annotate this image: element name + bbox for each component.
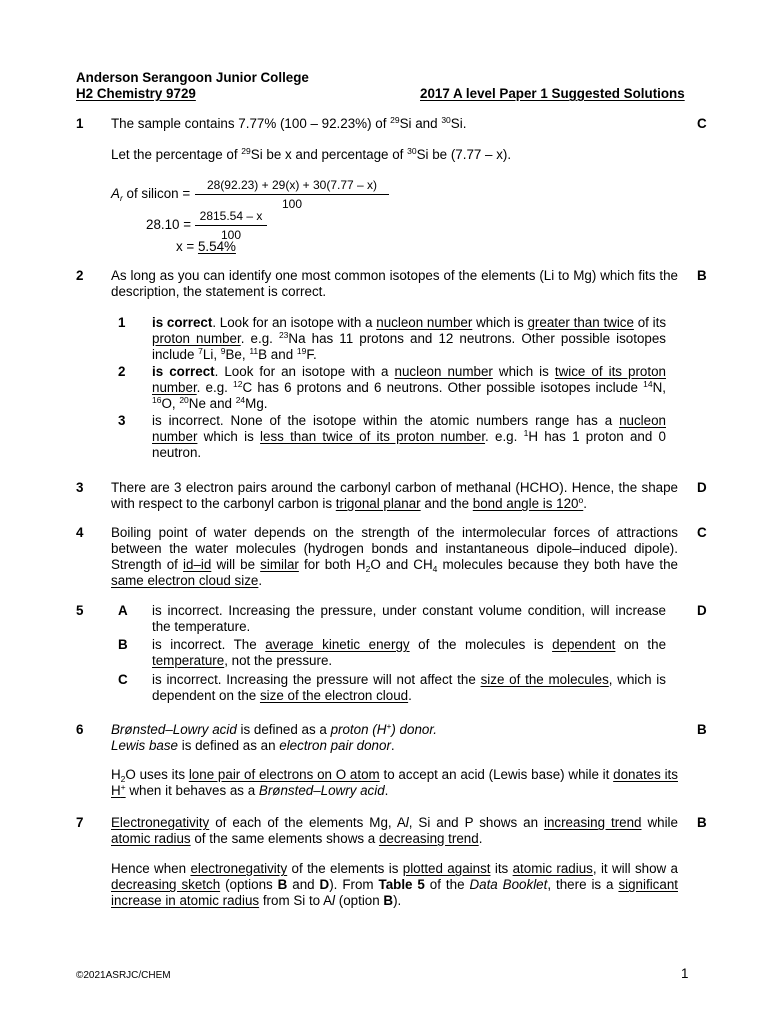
q7-paragraph-2: Hence when electronegativity of the elements is plotted against its atomic radius, it will show a decreasing sketch (options B and D). From Table 5 of the Data Booklet, there is a significant increase in atomic radius from Si to Al (option B). <box>111 861 678 908</box>
q4-text: Boiling point of water depends on the strength of the intermolecular forces of attractions between the water molecules (hydrogen bonds and instantaneous dipole–induced dipole). Strength of id–id will be similar for both $H_2O$ and $CH_4$ molecules because they both have the same electron cloud size. <box>111 525 678 588</box>
q2-statement-1: is correct. Look for an isotope with a nucleon number which is greater than twice of its proton number. e.g. $^{23}$Na has 11 protons and 12 neutrons. Other possible isotopes include $^7$Li, $^9$Be, $^{11}$B and $^{19}$F. <box>152 315 667 362</box>
question-number: 2 <box>76 268 84 283</box>
q2-statement-3: is incorrect. None of the isotope within the atomic numbers range has a nucleon number which is less than twice of its proton number. e.g. $^1$H has 1 proton and 0 neutron. <box>152 413 666 460</box>
q1-line2: Let the percentage of $^{29}$Si be x and percentage of $^{30}$Si be (7.77 – x). <box>111 146 512 162</box>
question-number: 3 <box>76 480 84 495</box>
statement-number: 3 <box>118 413 126 428</box>
eq2-lhs: 28.10 = <box>146 217 192 232</box>
fraction-2: 2815.54 – x 100 <box>195 208 267 243</box>
answer-letter: B <box>697 815 707 830</box>
school-name: Anderson Serangoon Junior College <box>76 70 309 85</box>
question-number: 7 <box>76 815 84 830</box>
ar-label: $A_r$ of silicon = <box>111 186 191 203</box>
q2-intro: As long as you can identify one most common isotopes of the elements (Li to Mg) which fits the description, the statement is correct. <box>111 268 678 299</box>
q7-paragraph-1: Electronegativity of each of the elements Mg, Al, Si and P shows an increasing trend while atomic radius of the same elements shows a decreasing trend. <box>111 815 678 846</box>
question-number: 4 <box>76 525 84 540</box>
answer-letter: B <box>697 268 707 283</box>
question-number: 6 <box>76 722 84 737</box>
answer-letter: B <box>697 722 707 737</box>
statement-number: 1 <box>118 315 126 330</box>
q5-option-c: is incorrect. Increasing the pressure will not affect the size of the molecules, which is dependent on the size of the electron cloud. <box>152 672 666 703</box>
option-letter: C <box>118 672 128 687</box>
answer-letter: C <box>697 116 707 131</box>
subject-title: H2 Chemistry 9729 <box>76 86 196 101</box>
q6-definition-2: Lewis base is defined as an electron pair donor. <box>111 738 395 753</box>
paper-title: 2017 A level Paper 1 Suggested Solutions <box>420 86 685 101</box>
q5-option-a: is incorrect. Increasing the pressure, under constant volume condition, will increase the temperature. <box>152 603 666 634</box>
page-number: 1 <box>681 966 689 981</box>
eq3: x = 5.54% <box>176 239 236 254</box>
option-letter: A <box>118 603 128 618</box>
option-letter: B <box>118 637 128 652</box>
statement-number: 2 <box>118 364 126 379</box>
q3-text: There are 3 electron pairs around the carbonyl carbon of methanal (HCHO). Hence, the shape with respect to the carbonyl carbon is trigonal planar and the bond angle is 120$^o$. <box>111 480 678 511</box>
footer-copyright: ©2021ASRJC/CHEM <box>76 970 171 981</box>
fraction-1: 28(92.23) + 29(x) + 30(7.77 – x) 100 <box>195 177 389 212</box>
q2-statement-2: is correct. Look for an isotope with a nucleon number which is twice of its proton number. e.g. $^{12}$C has 6 protons and 6 neutrons. Other possible isotopes include $^{14}$N, $^{16}$O, $^{20}$Ne and $^{24}$Mg. <box>152 364 667 411</box>
answer-letter: C <box>697 525 707 540</box>
q6-definition-1: Brønsted–Lowry acid is defined as a proton (H+) donor. <box>111 721 438 737</box>
question-number: 1 <box>76 116 84 131</box>
q6-explanation: $H_2O$ uses its lone pair of electrons on O atom to accept an acid (Lewis base) while it donates its H+ when it behaves as a Brønsted–Lowry acid. <box>111 767 678 798</box>
q1-line1: The sample contains 7.77% (100 – 92.23%) of $^{29}$Si and $^{30}$Si. <box>111 115 467 131</box>
question-number: 5 <box>76 603 84 618</box>
q5-option-b: is incorrect. The average kinetic energy of the molecules is dependent on the temperature, not the pressure. <box>152 637 667 668</box>
answer-letter: D <box>697 480 707 495</box>
answer-letter: D <box>697 603 707 618</box>
